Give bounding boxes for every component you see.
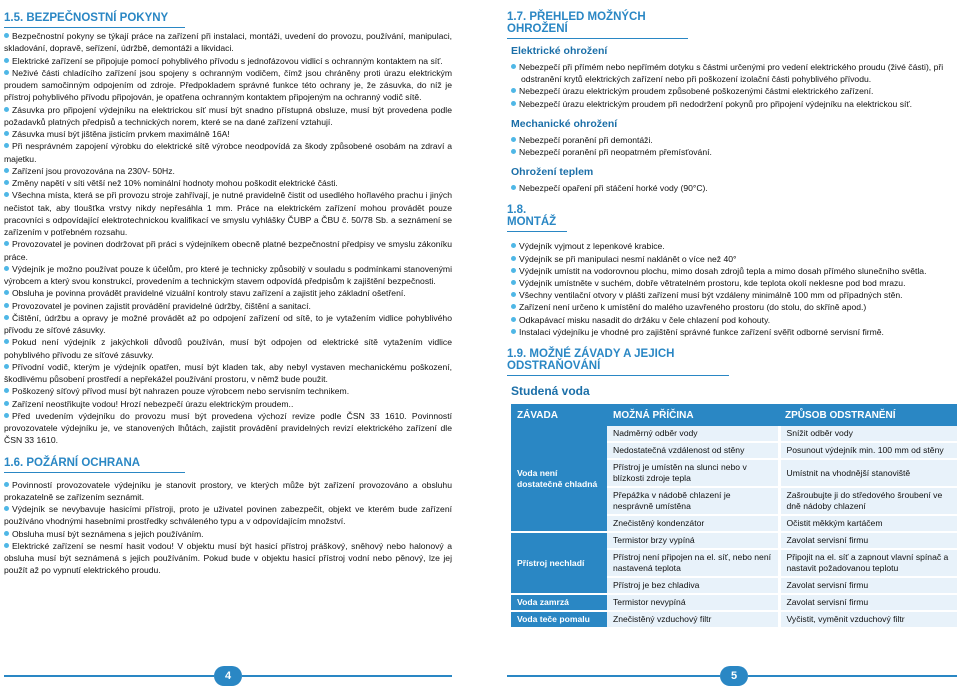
list-item (4, 55, 452, 67)
list-item (4, 30, 452, 55)
remedy-cell: Připojit na el. síť a zapnout vlavní spínač a nastavit požadovanou teplotu (779, 549, 957, 577)
list-item (4, 140, 452, 165)
bullet-icon (511, 88, 516, 93)
list-item-text: Výdejník se při manipulaci nesmí naklánět o více než 40° (519, 253, 737, 264)
bullet-icon (511, 185, 516, 190)
list-item (511, 98, 957, 110)
list-item-text: Obsluha musí být seznámena s jejich používáním. (12, 528, 204, 539)
cause-cell: Přístroj je bez chladiva (607, 577, 779, 594)
list-item-text: Před uvedením výdejníku do provozu musí být provedena výchozí revize podle ČSN 33 1610. Povinností provozovatele výdejníku je, ve stanovených lhůtách, zajistit provádění pravidelných revizí elektrického zařízení dle ČSN 33 1610. (4, 410, 452, 446)
bullet-icon (511, 101, 516, 106)
list-item-text: Provozovatel je povinen dodržovat při práci s výdejníkem obecně platné bezpečnostní předpisy ve smyslu zákoníku práce. (4, 239, 452, 262)
list-item-text: Všechna místa, která se při provozu stroje zahřívají, je nutné pravidelně čistit od usedlého hořlavého prachu i jiných nečistot tak, aby tloušťka vrstvy nikdy nepřesáhla 1 mm. Práce na elektrickém zařízení mohou provádět pouze pracovníci s odpovídající elektrotechnickou kvalifikací ve smyslu vyhlášky ČUBP a ČBU č. 50/78 Sb. a seznámení se zařízením v potřebném rozsahu. (4, 190, 452, 237)
assembly-list (511, 240, 957, 338)
cause-cell: Nedostatečná vzdálenost od stěny (607, 442, 779, 459)
bullet-icon (511, 149, 516, 154)
list-item (4, 128, 452, 140)
footer-bar-right (507, 675, 720, 677)
subtitle-cold-water: Studená voda (511, 384, 590, 399)
list-item-text: Zařízení neostřikujte vodou! Hrozí nebezpečí úrazu elektrickým proudem.. (12, 398, 294, 409)
list-item (4, 287, 452, 299)
mechanical-hazard-list (511, 134, 957, 158)
list-item (4, 540, 452, 577)
list-item (4, 300, 452, 312)
remedy-cell: Posunout výdejník min. 100 mm od stěny (779, 442, 957, 459)
list-item-text: Neživé části chladícího zařízení jsou spojeny s ochranným vodičem, čímž jsou chráněny proti úrazu elektrickým proudem samočinným odpojením od zdroje. Předpokladem správné funkce této ochrany je, že zásuvka, do níž je přístroj pohyblivého přívodu připojován, je opatřena ochranným kontaktem připojeným na ochranný vodič sítě. (4, 67, 452, 103)
list-item-text: Poškozený síťový přívod musí být nahrazen pouze výrobcem nebo servisním technikem. (12, 386, 350, 397)
bullet-icon (4, 168, 9, 173)
bullet-icon (4, 482, 9, 487)
list-item-text: Zásuvka pro připojení výdejníku na elektrickou síť musí být snadno přístupná obsluze, musí být provedena podle požadavků platných předpisů a technických norem, které se na dané zařízení vztahují. (4, 104, 452, 127)
list-item-text: Zařízení není určeno k umístění do malého uzavřeného prostoru (do stolu, do skříně apod.) (519, 302, 867, 313)
cause-cell: Termistor brzy vypíná (607, 532, 779, 549)
list-item (4, 479, 452, 504)
remedy-cell: Zašroubujte ji do středového šroubení ve dně nádoby chlazení (779, 487, 957, 515)
list-item (4, 177, 452, 189)
bullet-icon (4, 107, 9, 112)
bullet-icon (4, 70, 9, 75)
table-row (511, 532, 957, 549)
safety-list (4, 30, 452, 447)
bullet-icon (511, 304, 516, 309)
bullet-icon (511, 268, 516, 273)
list-item (4, 104, 452, 129)
bullet-icon (4, 192, 9, 197)
header-fault: ZÁVADA (511, 404, 607, 426)
section-title-faults: 1.9. MOŽNÉ ZÁVADY A JEJICH ODSTRAŇOVÁNÍ (507, 338, 729, 376)
bullet-icon (4, 180, 9, 185)
bullet-icon (4, 315, 9, 320)
subtitle-heat: Ohrožení teplem (511, 166, 594, 179)
list-item-text: Elektrické zařízení se nesmí hasit vodou! V objektu musí být hasicí přístroj práškový, sněhový nebo halonový a obsluha musí být seznámená s jejich používáním. Pokud bude v objektu hasicí přístroj vodní nebo pěnový, lze jej použít až po vypnutí elektrického proudu. (4, 540, 452, 576)
bullet-icon (511, 137, 516, 142)
list-item-text: Bezpečnostní pokyny se týkají práce na zařízení při instalaci, montáži, uvedení do provozu, používání, manipulaci, skladování, dopravě, seřízení, údržbě, demontáži a likvidaci. (4, 31, 452, 54)
list-item-text: Nebezpečí poranění při neopatrném přemísťování. (519, 147, 712, 158)
list-item-text: Nebezpečí úrazu elektrickým proudem způsobené poškozenými částmi elektrického zařízení. (519, 86, 874, 97)
list-item-text: Pokud není výdejník z jakýchkoli důvodů používán, musí být odpojen od elektrické sítě vytažením vidlice pohyblivého přívodu ze síťové zásuvky. (4, 337, 452, 360)
fault-cell: Voda teče pomalu (511, 611, 607, 628)
list-item-text: Zásuvka musí být jištěna jisticím prvkem maximálně 16A! (12, 129, 230, 139)
cause-cell: Přepážka v nádobě chlazení je nesprávně umístěna (607, 487, 779, 515)
list-item (4, 398, 452, 410)
page-number-left: 4 (214, 666, 242, 686)
remedy-cell: Umístnit na vhodnější stanoviště (779, 459, 957, 487)
list-item (511, 134, 957, 146)
list-item (4, 410, 452, 447)
bullet-icon (4, 364, 9, 369)
section-title-assembly: 1.8. MONTÁŽ (507, 194, 567, 232)
list-item-text: Odkapávací misku nasadit do držáku v čele chlazení pod kohouty. (519, 314, 771, 325)
list-item-text: Provozovatel je povinen zajistit provádění pravidelné údržby, čištění a sanitací. (12, 300, 311, 311)
remedy-cell: Vyčistit, vyměnit vzduchový filtr (779, 611, 957, 628)
remedy-cell: Zavolat servisní firmu (779, 577, 957, 594)
remedy-cell: Zavolat servisní firmu (779, 594, 957, 611)
list-item-text: Výdejník je možno používat pouze k účelům, pro které je technicky způsobilý v souladu s podmínkami stanovenými výrobcem a který svou konstrukcí, provedením a technickým stavem odpovídá předpisům k zajištění bezpečnosti. (4, 263, 452, 286)
cause-cell: Přístroj je umístěn na slunci nebo v blízkosti zdroje tepla (607, 459, 779, 487)
list-item (4, 189, 452, 238)
page-number-right: 5 (720, 666, 748, 686)
list-item (4, 67, 452, 104)
list-item (511, 182, 957, 194)
list-item (511, 253, 957, 265)
list-item (511, 301, 957, 313)
list-item (4, 263, 452, 288)
bullet-icon (511, 280, 516, 285)
bullet-icon (4, 531, 9, 536)
list-item-text: Při nesprávném zapojení výrobku do elektrické sítě výrobce neodpovídá za škody způsobené osobám na zdraví a majetku. (4, 141, 452, 164)
remedy-cell: Zavolat servisní firmu (779, 532, 957, 549)
list-item (511, 146, 957, 158)
cause-cell: Znečistěný kondenzátor (607, 515, 779, 532)
fire-list (4, 479, 452, 577)
bullet-icon (511, 64, 516, 69)
left-page (4, 0, 452, 577)
list-item (4, 385, 452, 397)
list-item (511, 277, 957, 289)
list-item-text: Nebezpečí opaření při stáčení horké vody (90°C). (519, 183, 708, 194)
cause-cell: Termistor nevypíná (607, 594, 779, 611)
section-title-fire: 1.6. POŽÁRNÍ OCHRANA (4, 447, 185, 473)
list-item-text: Výdejník umístit na vodorovnou plochu, mimo dosah zdrojů tepla a mimo dosah přímého slunečního světla. (519, 265, 927, 276)
list-item (4, 336, 452, 361)
list-item (511, 265, 957, 277)
table-row (511, 611, 957, 628)
list-item-text: Všechny ventilační otvory v plášti zařízení musí být vzdáleny minimálně 100 mm od případných stěn. (519, 290, 903, 301)
remedy-cell: Očistit měkkým kartáčem (779, 515, 957, 532)
bullet-icon (4, 241, 9, 246)
footer-bar-left-2 (242, 675, 452, 677)
list-item-text: Výdejník umístněte v suchém, dobře větratelném prostoru, kde teplota okolí neklesne pod bod mrazu. (519, 278, 906, 289)
list-item (511, 85, 957, 97)
bullet-icon (4, 266, 9, 271)
fault-cell: Voda není dostatečně chladná (511, 426, 607, 532)
list-item (511, 326, 957, 338)
list-item (511, 314, 957, 326)
footer-bar-left (4, 675, 214, 677)
list-item-text: Nebezpečí úrazu elektrickým proudem při nedodržení pokynů pro připojení výdejníku na elektrickou síť. (519, 98, 913, 109)
list-item-text: Povinností provozovatele výdejníku je stanovit prostory, ve kterých může být zařízení provozováno a obsluhu prokazatelně se zařízením seznámit. (4, 479, 452, 502)
list-item (4, 503, 452, 528)
list-item-text: Obsluha je povinna provádět pravidelné vizuální kontroly stavu zařízení a zajistit jeho základní ošetření. (12, 288, 406, 299)
table-row (511, 594, 957, 611)
remedy-cell: Snížit odběr vody (779, 426, 957, 442)
list-item (4, 528, 452, 540)
bullet-icon (4, 401, 9, 406)
bullet-icon (4, 413, 9, 418)
table-row (511, 426, 957, 442)
electric-hazard-list (511, 61, 957, 110)
subtitle-mechanical: Mechanické ohrožení (511, 117, 618, 130)
faults-table (511, 404, 957, 629)
cause-cell: Znečistěný vzduchový filtr (607, 611, 779, 628)
subtitle-electric: Elektrické ohrožení (511, 45, 608, 57)
list-item-text: Zařízení jsou provozována na 230V- 50Hz. (12, 165, 175, 176)
cause-cell: Přístroj není připojen na el. síť, nebo není nastavená teplota (607, 549, 779, 577)
heat-hazard-list (511, 182, 957, 194)
section-title-hazards: 1.7. PŘEHLED MOŽNÝCH OHROŽENÍ (507, 0, 688, 39)
list-item-text: Změny napětí v síti větší než 10% nominální hodnoty mohou poškodit elektrické části. (12, 178, 338, 188)
list-item-text: Nebezpečí poranění při demontáži. (519, 134, 653, 145)
bullet-icon (4, 506, 9, 511)
list-item-text: Výdejník se nevybavuje hasicími přístroji, proto je uživatel povinen zabezpečit, objekt ve kterém bude zařízení používáno vhodnými hasebními prostředky schváleného typu a v odpovídajícím množství. (4, 504, 452, 527)
right-page (507, 0, 957, 629)
bullet-icon (4, 339, 9, 344)
bullet-icon (4, 58, 9, 63)
header-remedy: ZPŮSOB ODSTRANĚNÍ (779, 404, 957, 426)
list-item (4, 312, 452, 337)
fault-cell: Přístroj nechladí (511, 532, 607, 594)
bullet-icon (4, 303, 9, 308)
bullet-icon (511, 329, 516, 334)
bullet-icon (4, 33, 9, 38)
bullet-icon (4, 543, 9, 548)
list-item-text: Instalaci výdejníku je vhodné pro zajištění správné funkce zařízení svěřit odborné servisní firmě. (519, 326, 884, 337)
bullet-icon (4, 388, 9, 393)
list-item-text: Čištění, údržbu a opravy je možné provádět až po odpojení zařízení od sítě, to je vytažením vidlice pohyblivého přívodu ze síťové zásuvky. (4, 312, 452, 335)
list-item (511, 289, 957, 301)
bullet-icon (511, 317, 516, 322)
header-cause: MOŽNÁ PŘÍČINA (607, 404, 779, 426)
footer-bar-right-2 (748, 675, 957, 677)
section-title-safety: 1.5. BEZPEČNOSTNÍ POKYNY (4, 0, 185, 28)
bullet-icon (4, 143, 9, 148)
list-item (511, 240, 957, 252)
bullet-icon (4, 131, 9, 136)
list-item-text: Elektrické zařízení se připojuje pomocí pohyblivého přívodu s jednofázovou vidlicí s ochranným kontaktem na síť. (12, 55, 443, 66)
cause-cell: Nadměrný odběr vody (607, 426, 779, 442)
list-item (4, 238, 452, 263)
list-item-text: Výdejník vyjmout z lepenkové krabice. (519, 241, 665, 252)
list-item (4, 361, 452, 386)
bullet-icon (511, 292, 516, 297)
list-item (511, 61, 957, 85)
fault-cell: Voda zamrzá (511, 594, 607, 611)
list-item (4, 165, 452, 177)
bullet-icon (4, 290, 9, 295)
bullet-icon (511, 243, 516, 248)
list-item-text: Přívodní vodič, kterým je výdejník opatřen, musí být kladen tak, aby nebyl vystaven mechanickému poškození, škodlivému působení prostředí a nepřekážel používání prostoru, v němž bude použit. (4, 361, 452, 384)
bullet-icon (511, 256, 516, 261)
list-item-text: Nebezpečí při přímém nebo nepřímém dotyku s částmi určenými pro vedení elektrického proudu (živé části), při odstranění krytů elektrických zařízení nebo při poškození izolační části pohyblivého přívodu. (519, 62, 944, 85)
